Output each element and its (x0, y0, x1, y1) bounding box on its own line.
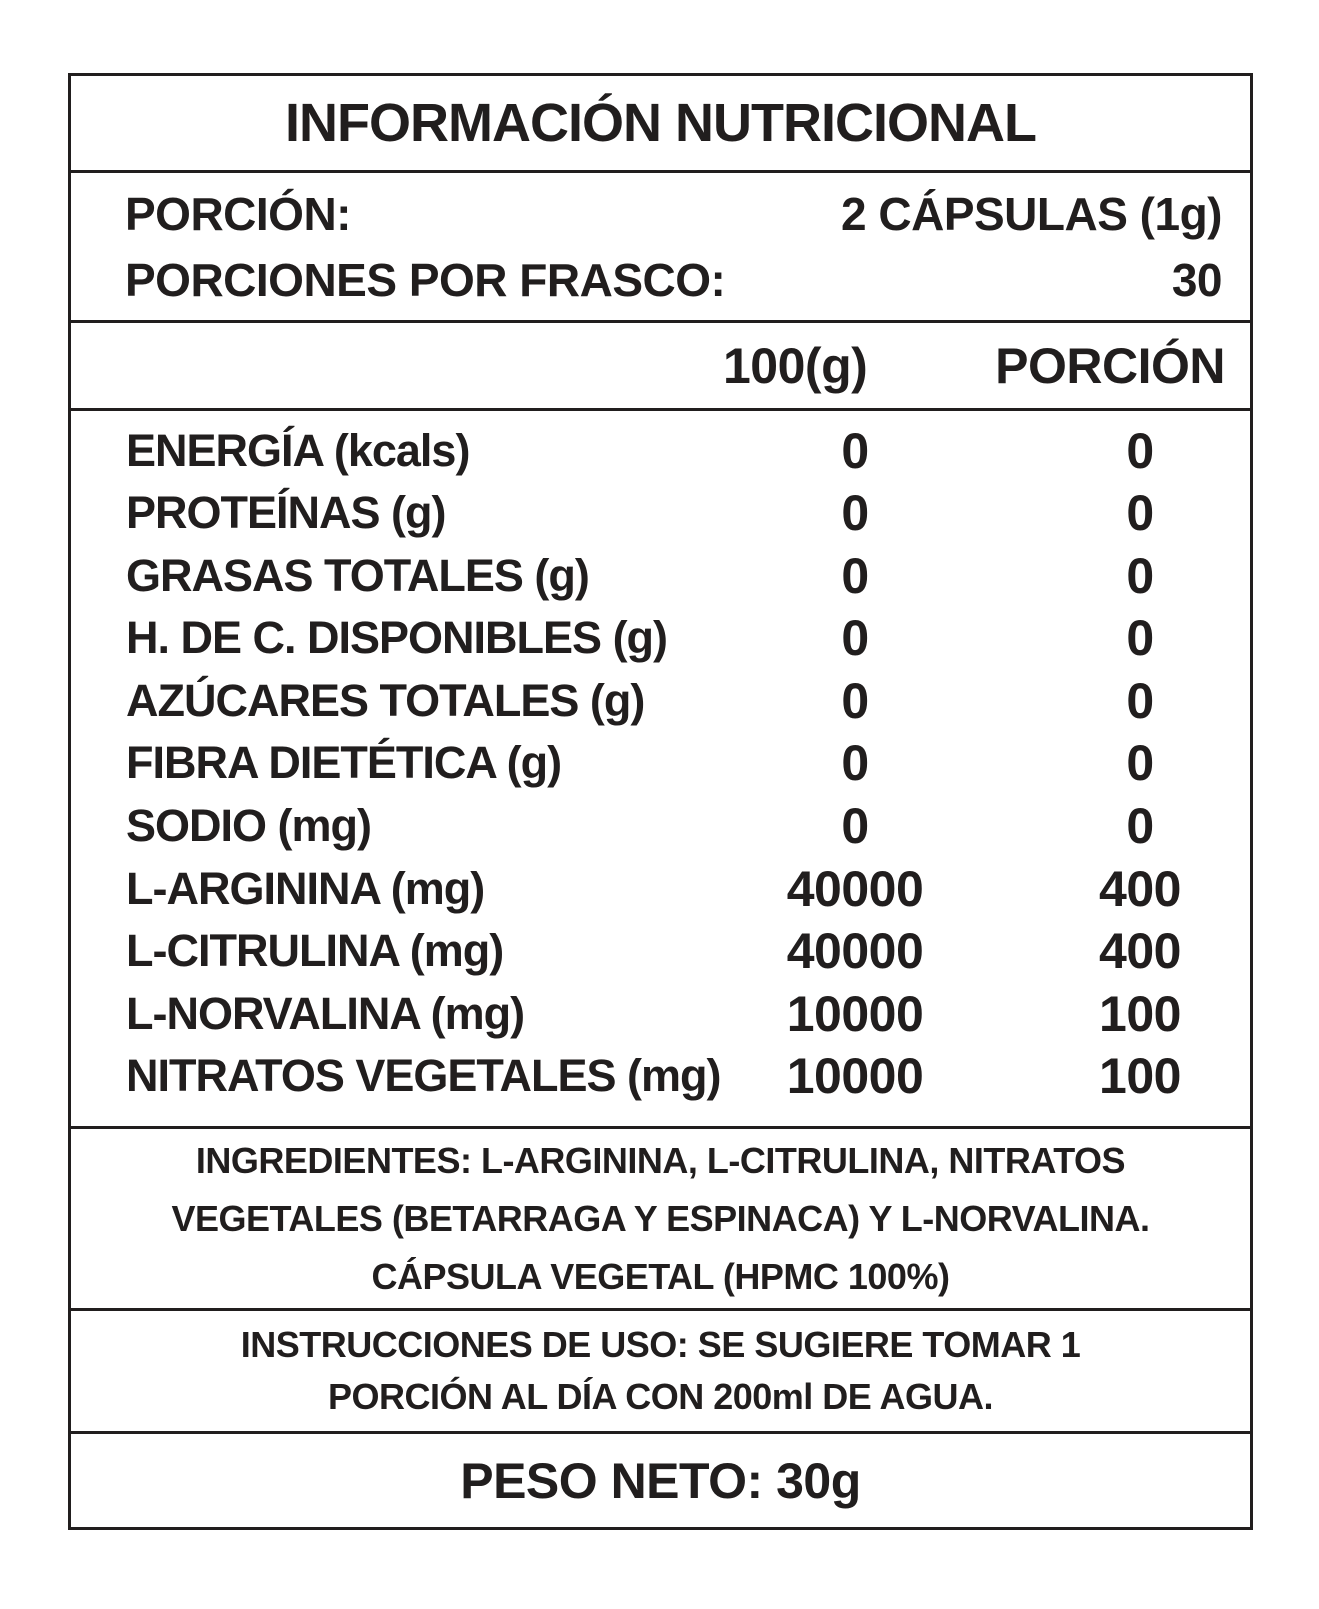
nutrient-name: AZÚCARES TOTALES (g) (126, 674, 645, 726)
column-header-row (71, 337, 1250, 395)
nutrient-table (71, 411, 1250, 1129)
nutrient-per-serving: 100 (1099, 1048, 1181, 1105)
nutrient-per-100g: 0 (841, 547, 869, 604)
nutrient-name: SODIO (mg) (126, 800, 371, 852)
table-row-l-norvalina (71, 985, 1250, 1043)
servings-per-container-row (125, 252, 1222, 308)
ingredients-line-3: CÁPSULA VEGETAL (HPMC 100%) (371, 1255, 950, 1297)
nutrient-per-100g: 0 (841, 672, 869, 729)
ingredients-section (71, 1129, 1250, 1311)
nutrient-per-100g: 10000 (786, 985, 924, 1042)
nutrient-per-serving: 0 (1126, 422, 1154, 479)
instructions-line-1: INSTRUCCIONES DE USO: SE SUGIERE TOMAR 1 (240, 1324, 1081, 1365)
instructions-section (71, 1311, 1250, 1434)
table-row-azucares-totales (71, 672, 1250, 730)
nutrient-per-serving: 400 (1099, 923, 1181, 980)
table-row-sodio (71, 797, 1250, 855)
table-row-nitratos-vegetales (71, 1047, 1250, 1105)
serving-section (71, 173, 1250, 323)
nutrient-per-serving: 0 (1126, 547, 1154, 604)
servings-per-container-label: PORCIONES POR FRASCO: (125, 253, 726, 306)
nutrient-per-100g: 0 (841, 735, 869, 792)
nutrient-per-serving: 0 (1126, 672, 1154, 729)
nutrient-per-100g: 10000 (786, 1048, 924, 1105)
serving-size-value: 2 CÁPSULAS (1g) (841, 187, 1222, 240)
nutrient-per-100g: 0 (841, 422, 869, 479)
nutrient-name: ENERGÍA (kcals) (126, 424, 470, 476)
nutrient-per-serving: 100 (1099, 985, 1181, 1042)
table-row-proteinas (71, 484, 1250, 542)
table-row-grasas-totales (71, 547, 1250, 605)
nutrient-name: L-CITRULINA (mg) (126, 925, 504, 977)
nutrient-name: L-ARGININA (mg) (126, 862, 485, 914)
nutrient-per-100g: 0 (841, 798, 869, 855)
nutrient-name: L-NORVALINA (mg) (126, 987, 525, 1039)
nutrient-per-100g: 40000 (786, 923, 924, 980)
nutrient-name: FIBRA DIETÉTICA (g) (126, 737, 562, 789)
nutrient-per-serving: 0 (1126, 610, 1154, 667)
table-row-h-de-c-disponibles (71, 609, 1250, 667)
nutrient-name: NITRATOS VEGETALES (mg) (126, 1050, 721, 1102)
nutrient-name: PROTEÍNAS (g) (126, 487, 446, 539)
nutrient-per-100g: 0 (841, 485, 869, 542)
nutrient-per-serving: 0 (1126, 485, 1154, 542)
nutrition-facts-panel (68, 73, 1253, 1530)
nutrient-per-serving: 400 (1099, 860, 1181, 917)
nutrient-per-100g: 40000 (786, 860, 924, 917)
serving-size-label: PORCIÓN: (125, 187, 351, 240)
table-row-l-citrulina (71, 922, 1250, 980)
column-header-section (71, 323, 1250, 411)
table-row-energia (71, 422, 1250, 480)
table-row-l-arginina (71, 860, 1250, 918)
ingredients-line-1: INGREDIENTES: L-ARGININA, L-CITRULINA, NITRATOS (195, 1139, 1126, 1181)
nutrient-per-100g: 0 (841, 610, 869, 667)
nutrient-per-serving: 0 (1126, 798, 1154, 855)
instructions-line-2: PORCIÓN AL DÍA CON 200ml DE AGUA. (328, 1376, 993, 1417)
net-weight: PESO NETO: 30g (460, 1452, 861, 1509)
column-header-porcion: PORCIÓN (995, 337, 1225, 394)
nutrient-per-serving: 0 (1126, 735, 1154, 792)
nutrient-name: H. DE C. DISPONIBLES (g) (126, 612, 668, 664)
panel-title: INFORMACIÓN NUTRICIONAL (71, 76, 1250, 173)
column-header-100g: 100(g) (723, 337, 868, 394)
table-row-fibra-dietetica (71, 734, 1250, 792)
serving-size-row (125, 186, 1222, 242)
nutrient-name: GRASAS TOTALES (g) (126, 549, 589, 601)
servings-per-container-value: 30 (1171, 253, 1222, 306)
ingredients-line-2: VEGETALES (BETARRAGA Y ESPINACA) Y L-NORVALINA. (171, 1197, 1150, 1239)
